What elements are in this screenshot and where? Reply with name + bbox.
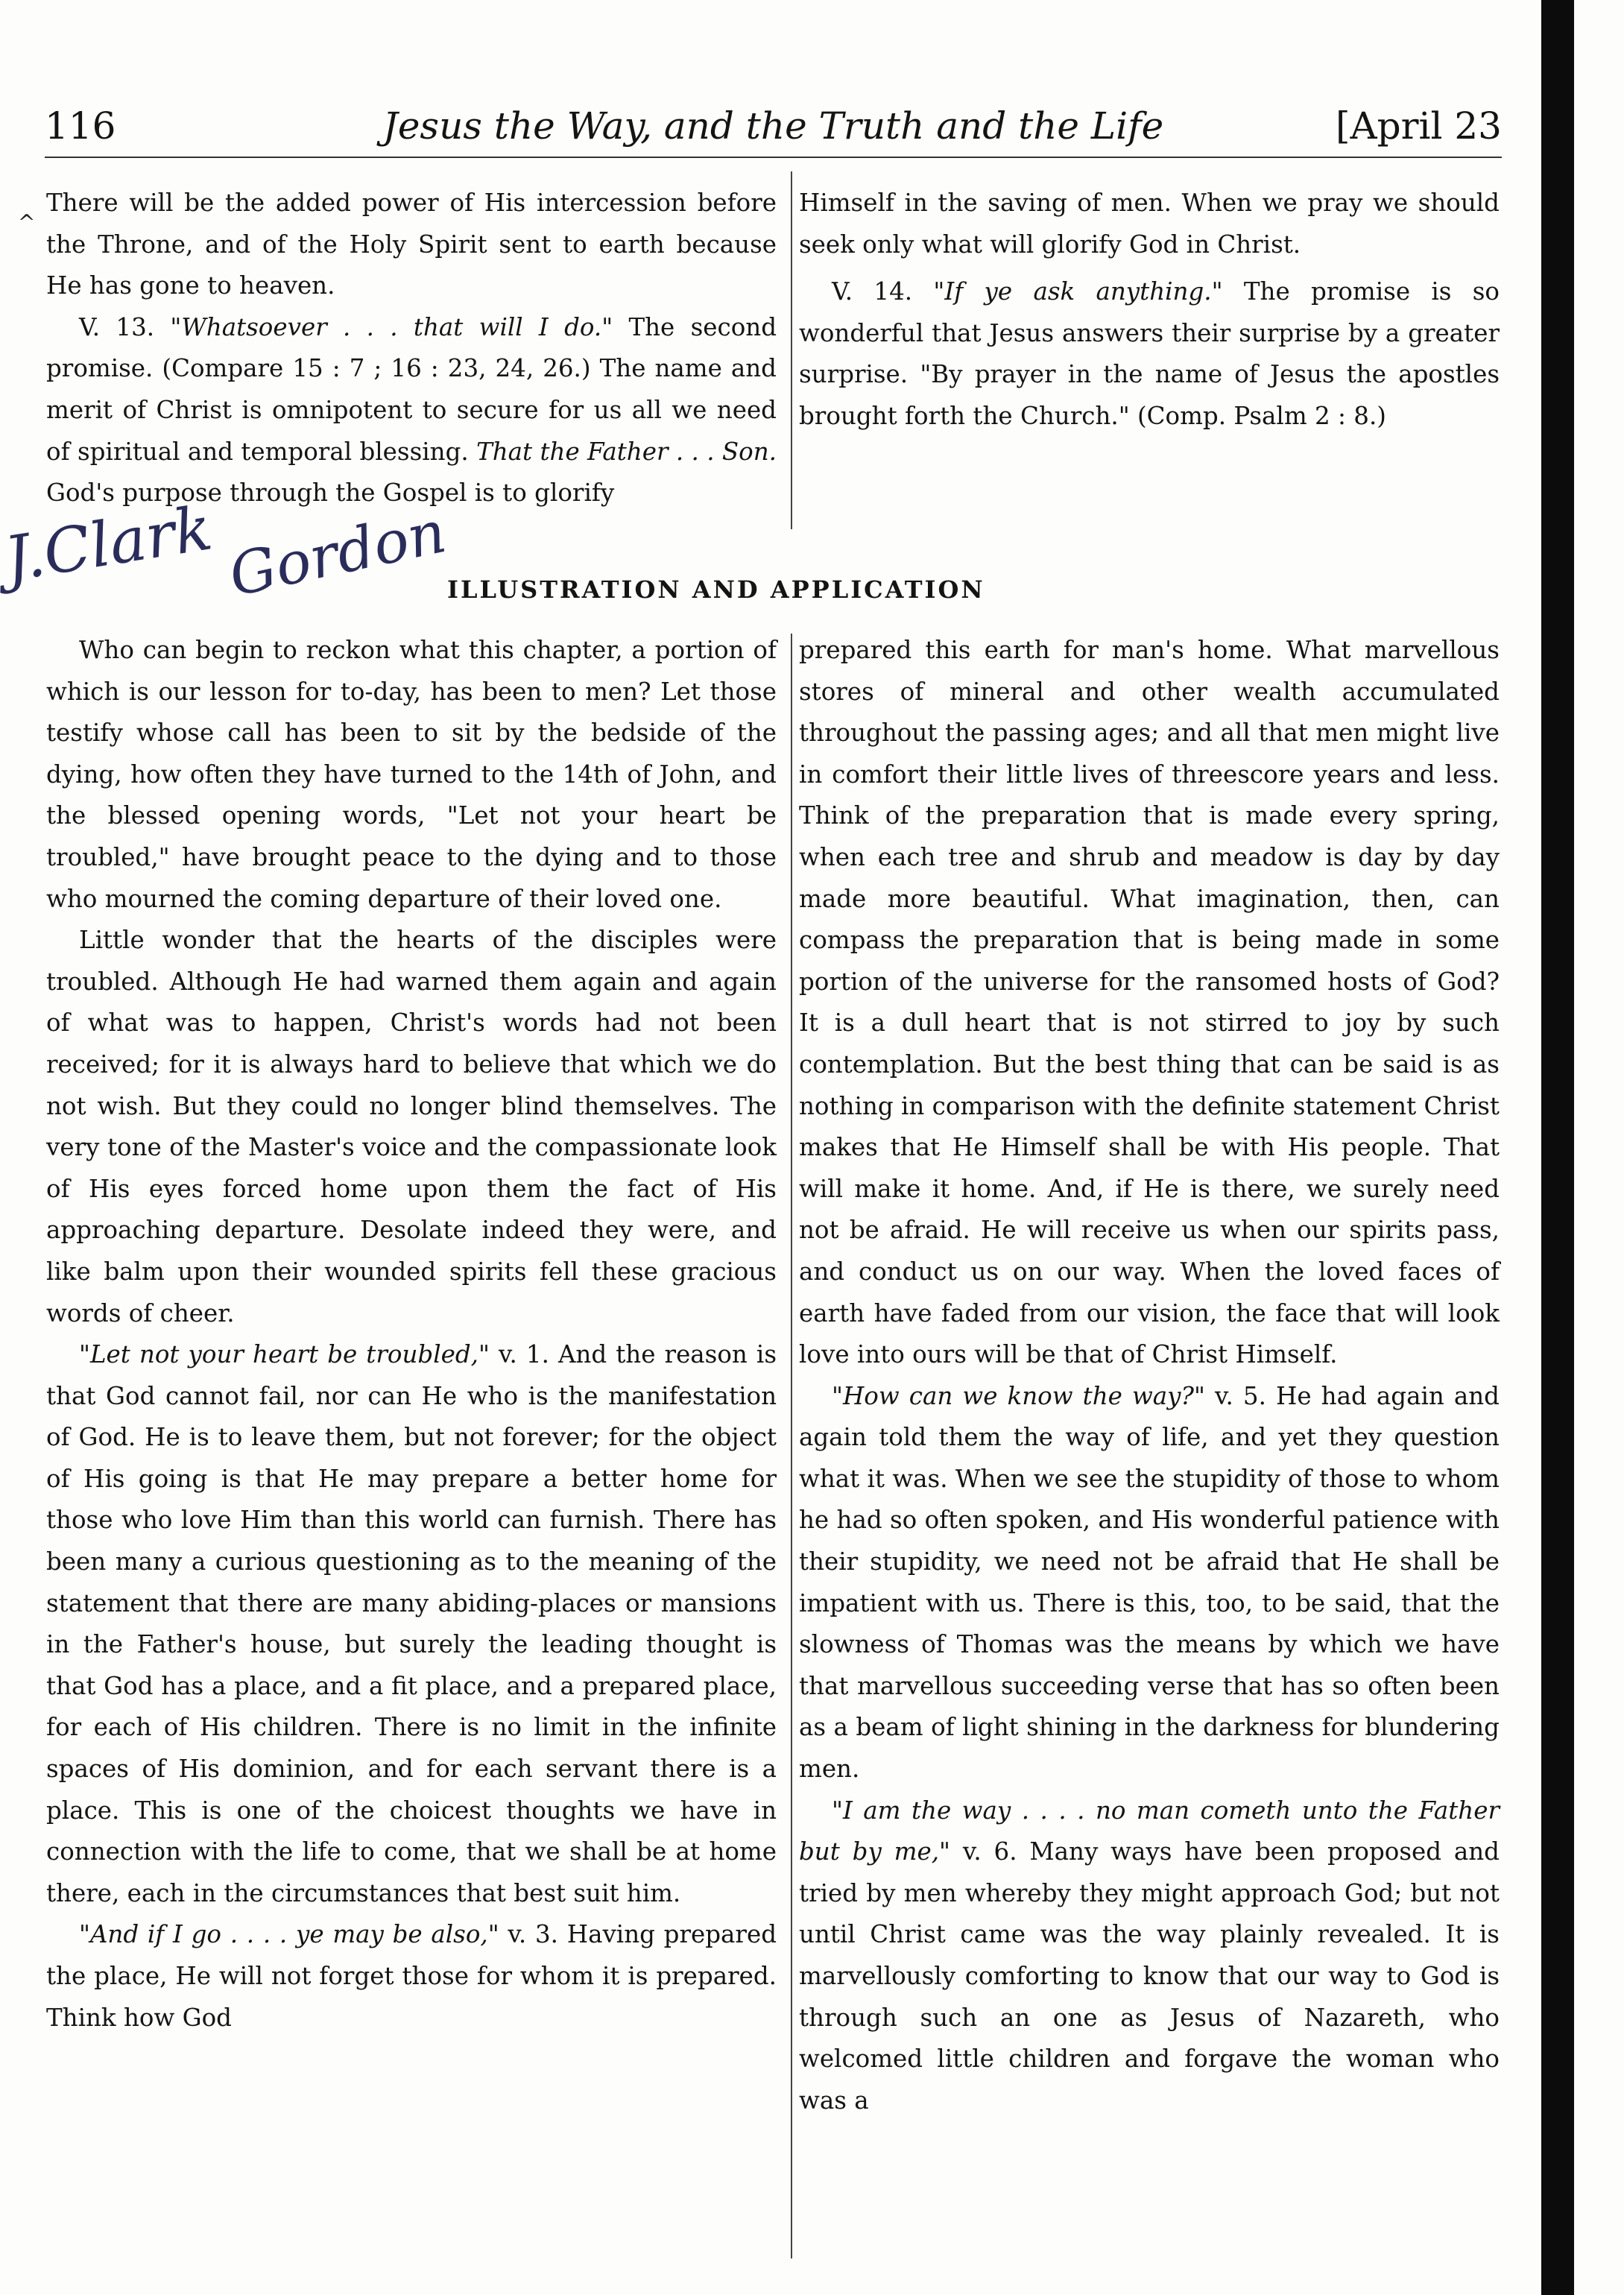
paragraph-text: " The promise is so wonderful that Jesus answers their surprise by a greater surprise. "By prayer in the name of Jesus the apostles brought forth the Church." (Comp. Psalm 2 : 8.) [799, 277, 1500, 430]
handwritten-annotation: Gordon [224, 498, 452, 610]
paragraph-text: " v. 6. Many ways have been proposed and tried by men whereby they might approach God; but not until Christ came was the way plainly revealed. It is marvellously comforting to know that our way to God is through such an one as Jesus of Nazareth, who welcomed little children and forgave the woman who was a [799, 1837, 1500, 2115]
margin-mark: ^ [18, 210, 36, 235]
paragraph: "How can we know the way?" v. 5. He had again and again told them the way of life, and yet they question what it was. When we see the stupidity of those to whom he had so often spoken, and His wonderful patience with their stupidity, we need not be afraid that He shall be impatient with us. There is this, too, to be said, that the slowness of Thomas was the means by which we have that marvellous succeeding verse that has so often been as a beam of light shining in the darkness for blundering men. [799, 1381, 1500, 1784]
paragraph [799, 271, 1500, 437]
verse-ref: V. 14. " [832, 277, 945, 306]
paragraph-text: " v. 3. Having prepared the place, He will not forget those for whom it is prepared. Think how God [46, 1920, 777, 2032]
paragraph: "And if I go . . . . ye may be also," v. 3. Having prepared the place, He will not forget those for whom it is prepared. Think how God [46, 1920, 777, 2032]
verse-quote: If ye ask anything. [944, 277, 1212, 306]
paragraph: prepared this earth for man's home. What marvellous stores of mineral and other wealth accumulated throughout the passing ages; and all that men might live in comfort their little lives of threescore years and less. Think of the preparation that is made every spring, when each tree and shrub and meadow is day by day made more beautiful. What imagination, then, can compass the preparation that is being made in some portion of the universe for the ransomed hosts of God? It is a dull heart that is not stirred to joy by such contemplation. But the best thing that can be said is as nothing in comparison with the definite statement Christ makes that He Himself shall be with His people. That will make it home. And, if He is there, we surely need not be afraid. He will receive us when our spirits pass, and conduct us on our way. When the loved faces of earth have faded from our vision, the face that will look love into ours will be that of Christ Himself. [799, 636, 1500, 1369]
top-left-column [46, 183, 777, 514]
verse-ref: V. 13. [79, 312, 171, 341]
top-right-column [799, 183, 1500, 438]
column-rule-bottom [791, 634, 792, 2258]
paragraph: Who can begin to reckon what this chapter, a portion of which is our lesson for to-day, has been to men? Let those testify whose call has been to sit by the bedside of the dying, how often they have turned to the 14th of John, and the blessed opening words, "Let not your heart be troubled," have brought peace to the dying and to those who mourned the coming departure of their loved one. [46, 636, 777, 913]
section-heading: ILLUSTRATION AND APPLICATION [447, 575, 985, 604]
paragraph-text: " v. 1. And the reason is that God cannot fail, nor can He who is the manifestation of God. He is to leave them, but not forever; for the object of His going is that He may prepare a better home for those who love Him than this world can furnish. There has been many a curious questioning as to the meaning of the statement that there are many abiding-places or mansions in the Father's house, but surely the leading thought is that God has a place, and a fit place, and a prepared place, for each of His children. There is no limit in the infinite spaces of His dominion, and for each servant there is a place. This is one of the choicest thoughts we have in connection with the life to come, that we shall be at home there, each in the circumstances that best suit him. [46, 1340, 777, 1907]
page-number: 116 [45, 104, 116, 148]
page-header [45, 104, 1502, 164]
paragraph: Little wonder that the hearts of the disciples were troubled. Although He had warned them again and again of what was to happen, Christ's words had not been received; for it is always hard to believe that which we do not wish. But they could no longer blind themselves. The very tone of the Master's voice and the compassionate look of His eyes forced home upon them the fact of His approaching departure. Desolate indeed they were, and like balm upon their wounded spirits fell these gracious words of cheer. [46, 926, 777, 1328]
left-column [46, 630, 777, 2039]
running-title: Jesus the Way, and the Truth and the Life [382, 104, 1164, 148]
paragraph: "Let not your heart be troubled," v. 1. And the reason is that God cannot fail, nor can He who is the manifestation of God. He is to leave them, but not forever; for the object of His going is that He may prepare a better home for those who love Him than this world can furnish. There has been many a curious questioning as to the meaning of the statement that there are many abiding-places or mansions in the Father's house, but surely the leading thought is that God has a place, and a fit place, and a prepared place, for each of His children. There is no limit in the infinite spaces of His dominion, and for each servant there is a place. This is one of the choicest thoughts we have in connection with the life to come, that we shall be at home there, each in the circumstances that best suit him. [46, 1340, 777, 1907]
paragraph: "I am the way . . . . no man cometh unto the Father but by me," v. 6. Many ways have been proposed and tried by men whereby they might approach God; but not until Christ came was the way plainly revealed. It is marvellously comforting to know that our way to God is through such an one as Jesus of Nazareth, who welcomed little children and forgave the woman who was a [799, 1796, 1500, 2115]
verse-quote: Let not your heart be troubled, [89, 1340, 478, 1369]
verse-quote: I am the way . . . . no man cometh unto the Father but by me, [799, 1796, 1500, 1866]
verse-quote: Whatsoever . . . that will I do. [181, 312, 602, 341]
header-rule [45, 157, 1502, 158]
paragraph-text: " v. 5. He had again and again told them the way of life, and yet they question what it was. When we see the stupidity of those to whom he had so often spoken, and His wonderful patience with their stupidity, we need not be afraid that He shall be impatient with us. There is this, too, to be said, that the slowness of Thomas was the means by which we have that marvellous succeeding verse that has so often been as a beam of light shining in the darkness for blundering men. [799, 1381, 1500, 1784]
handwritten-annotation: J.Clark [0, 493, 217, 596]
scan-edge-bar [1541, 0, 1574, 2295]
verse-quote: How can we know the way? [842, 1381, 1194, 1410]
paragraph-text: " The second promise. (Compare 15 : 7 ; 16 : 23, 24, 26.) The name and merit of Christ is omnipotent to secure for us all we need of spiritual and temporal blessing. [46, 312, 777, 466]
paragraph: There will be the added power of His intercession before the Throne, and of the Holy Spirit sent to earth because He has gone to heaven. [46, 189, 777, 300]
verse-quote: That the Father . . . Son. [476, 437, 777, 466]
verse-quote: And if I go . . . . ye may be also, [89, 1920, 488, 1949]
paragraph-text: God's purpose through the Gospel is to glorify [46, 479, 615, 508]
paragraph: Himself in the saving of men. When we pray we should seek only what will glorify God in Christ. [799, 189, 1500, 259]
column-rule-top [791, 171, 792, 529]
right-column [799, 630, 1500, 2121]
issue-date: [April 23 [1335, 104, 1502, 148]
paragraph: V. 13. "Whatsoever . . . that will I do." The second promise. (Compare 15 : 7 ; 16 : 23, 24, 26.) The name and merit of Christ is omnipotent to secure for us all we need of spiritual and temporal blessing. That the Father . . . Son. God's purpose through the Gospel is to glorify [46, 312, 777, 508]
